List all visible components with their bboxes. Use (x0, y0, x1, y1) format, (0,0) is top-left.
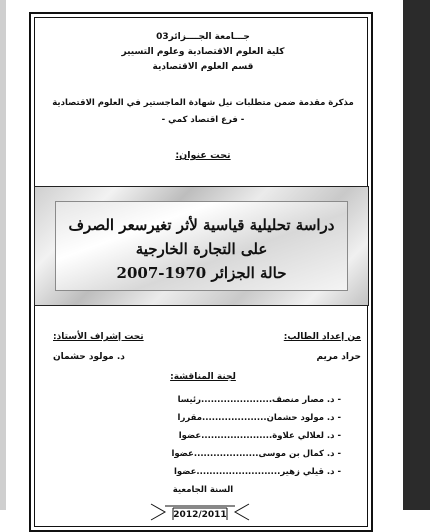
department-name: قسم العلوم الاقتصادية (152, 62, 254, 72)
supervisor-name: د. مولود حشمان (53, 352, 125, 362)
thesis-branch: - فرع اقتصاد كمي - (161, 115, 245, 125)
window-left-gutter (0, 0, 6, 510)
student-name: حراد مريم (316, 352, 361, 362)
title-line-3: حالة الجزائر 1970-2007 (116, 264, 287, 282)
document-page (7, 0, 401, 520)
title-box (34, 186, 369, 306)
thesis-purpose: مذكرة مقدمة ضمن متطلبات نيل شهادة الماجستير في العلوم الاقتصادية (52, 98, 354, 108)
committee-member: - د. لعلالي علاوة......................عضوا (178, 431, 341, 441)
academic-year-banner (151, 498, 249, 520)
supervisor-label: تحت إشراف الأستاذ: (53, 332, 144, 342)
title-box-bevel (55, 201, 348, 291)
side-scroll-panel[interactable] (403, 0, 430, 510)
student-label: من إعداد الطالب: (283, 332, 361, 342)
committee-member: - د. قيلي زهير..........................عضوا (173, 467, 341, 477)
faculty-name: كلية العلوم الاقتصادية وعلوم التسيير (121, 47, 285, 57)
university-name: جـــامعة الجــــزائر03 (156, 32, 250, 42)
academic-year-label: السنة الجامعية (172, 485, 234, 495)
title-label: تحت عنوان: (175, 150, 231, 161)
academic-year-value: 2012/2011 (173, 510, 227, 520)
title-line-2: على التجارة الخارجية (135, 240, 268, 258)
page-border (29, 12, 373, 532)
committee-member: - د. مولود حشمان....................مقررا (177, 413, 341, 423)
title-line-1: دراسة تحليلية قياسية لأثر تغيرسعر الصرف (68, 216, 335, 234)
committee-label: لجنة المناقشة: (170, 372, 236, 382)
committee-member: - د. كمال بن موسى....................عضوا (171, 449, 341, 459)
committee-member: - د. مصار منصف......................رئيسا (177, 395, 341, 405)
